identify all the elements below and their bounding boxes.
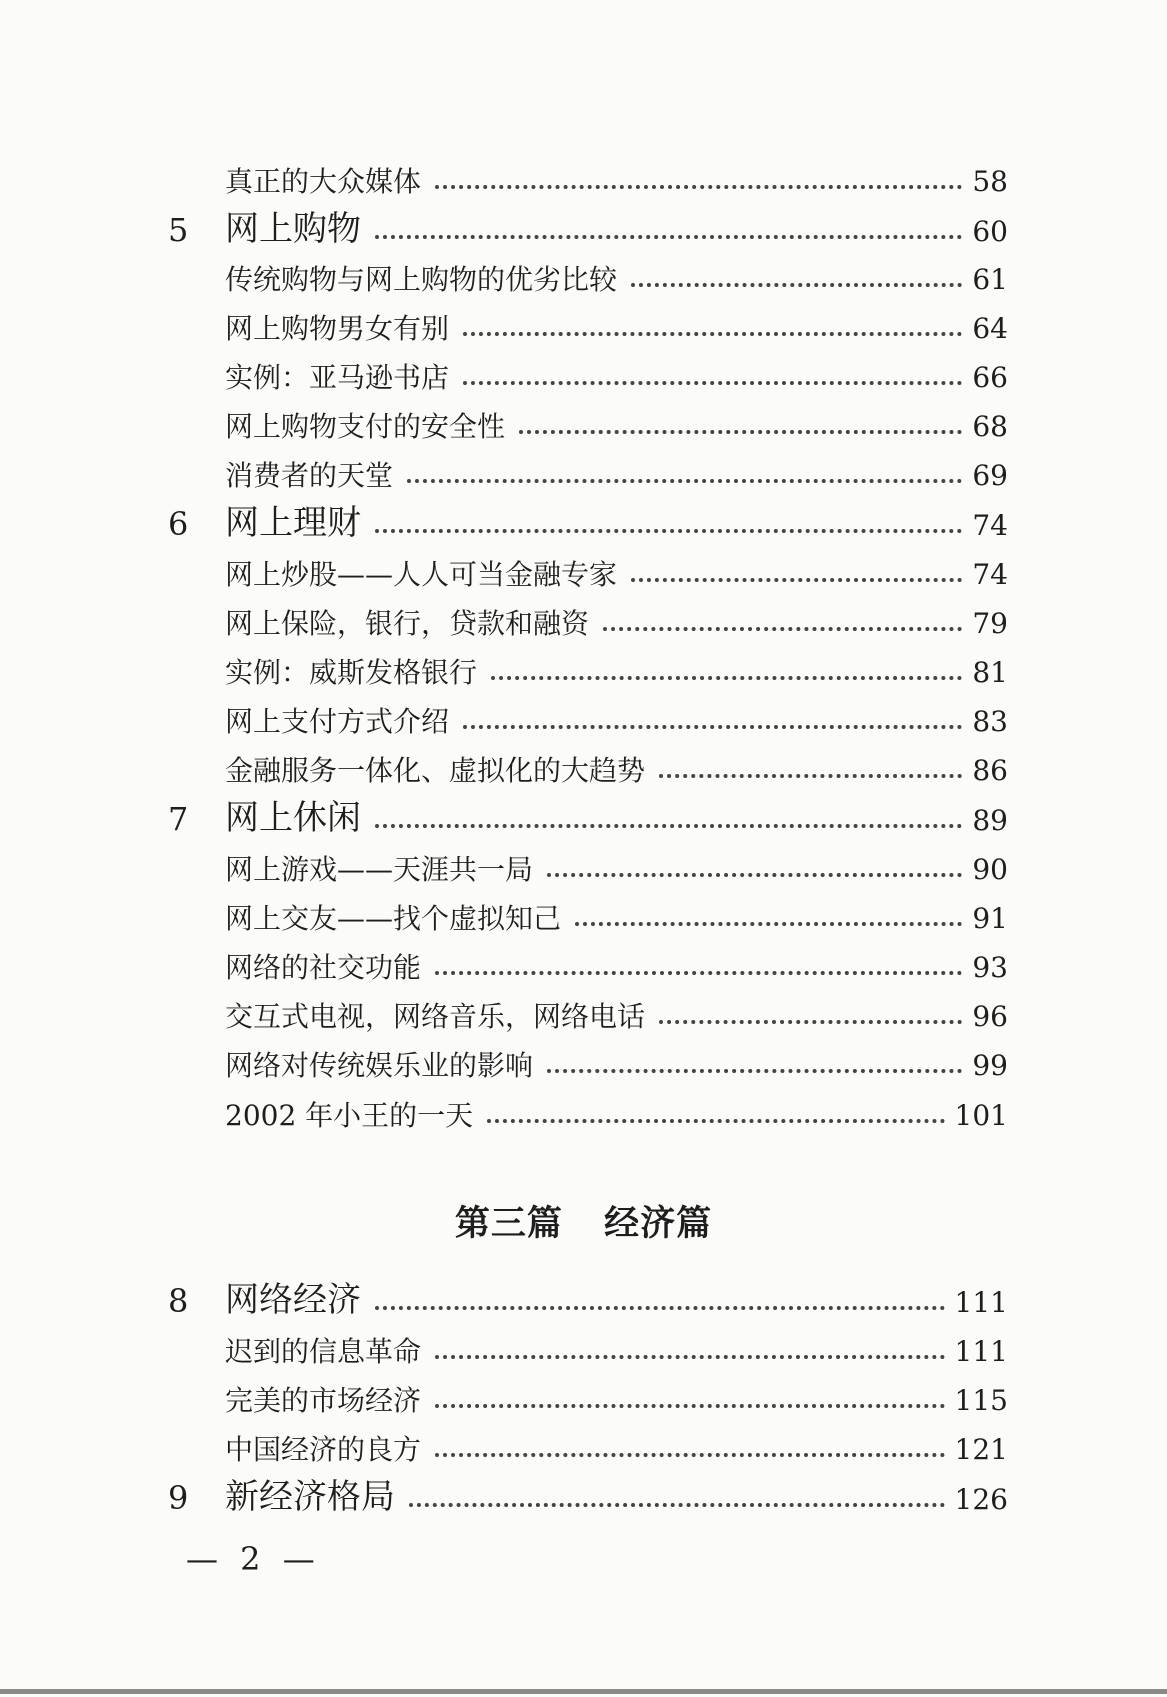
dot-leader (435, 1453, 945, 1457)
toc-page-number: 81 (972, 656, 1008, 689)
toc-section-row (168, 1422, 1008, 1464)
chapter-number: 7 (168, 800, 189, 838)
dot-leader (659, 774, 962, 778)
toc-page-number: 91 (972, 902, 1008, 935)
dot-leader (407, 479, 962, 483)
toc-entry-title: 网络的社交功能 (225, 951, 422, 984)
chapter-number: 9 (168, 1479, 189, 1517)
dot-leader (547, 873, 962, 877)
page-folio: — 2 — (186, 1540, 321, 1578)
dot-leader (435, 1355, 945, 1359)
toc-section-row (168, 301, 1008, 343)
toc-section-row (168, 842, 1008, 884)
dot-leader (375, 1306, 945, 1310)
toc-entry-title: 实例：亚马逊书店 (225, 361, 450, 394)
toc-page-number: 89 (972, 804, 1008, 837)
toc-chapter-row (168, 1472, 1008, 1517)
dot-leader (487, 1119, 944, 1123)
toc-section-row (168, 1038, 1008, 1080)
toc-page-number: 99 (972, 1049, 1008, 1082)
dot-leader (659, 1020, 962, 1024)
dot-leader (603, 627, 962, 631)
dot-leader (631, 283, 962, 287)
chapter-number: 5 (168, 211, 189, 249)
dot-leader (631, 578, 962, 582)
dot-leader (463, 332, 962, 336)
dot-leader (375, 529, 962, 533)
toc-section-row (168, 1088, 1008, 1130)
toc-entry-title: 网络对传统娱乐业的影响 (225, 1049, 534, 1082)
dot-leader (409, 1503, 945, 1507)
toc-entry-title: 网络经济 (225, 1280, 361, 1320)
toc-entry-title: 网上购物男女有别 (225, 312, 450, 345)
toc-page-number: 126 (954, 1483, 1008, 1516)
chapter-number: 6 (168, 505, 189, 543)
toc-entry-title: 网上交友——找个虚拟知己 (225, 902, 562, 935)
toc-entry-title: 新经济格局 (225, 1477, 395, 1517)
dot-leader (547, 1069, 962, 1073)
toc-page-number: 68 (972, 410, 1008, 443)
toc-section-row (168, 1324, 1008, 1366)
toc-entry-title: 网上理财 (225, 503, 361, 543)
toc-page-number: 93 (972, 951, 1008, 984)
dot-leader (463, 725, 962, 729)
toc-section-row (168, 989, 1008, 1031)
toc-page-number: 58 (972, 165, 1008, 198)
dot-leader (491, 676, 962, 680)
toc-entry-title: 迟到的信息革命 (225, 1335, 422, 1368)
toc-section-row (168, 596, 1008, 638)
toc-page-number: 74 (972, 509, 1008, 542)
toc-section-row (168, 399, 1008, 441)
dot-leader (435, 971, 962, 975)
chapter-number: 8 (168, 1282, 189, 1320)
toc-entry-title: 中国经济的良方 (225, 1433, 422, 1466)
toc-chapter-row (168, 1275, 1008, 1320)
toc-section-row (168, 694, 1008, 736)
toc-section-row (168, 940, 1008, 982)
toc-page-number: 111 (954, 1286, 1008, 1319)
toc-section-row (168, 1373, 1008, 1415)
page-bottom-edge (0, 1689, 1167, 1694)
dot-leader (375, 824, 962, 828)
toc-entry-title: 网上购物 (225, 209, 361, 249)
toc-entry-title: 实例：威斯发格银行 (225, 656, 478, 689)
toc-entry-title: 真正的大众媒体 (225, 165, 422, 198)
dot-leader (519, 430, 962, 434)
toc-entry-title: 网上支付方式介绍 (225, 705, 450, 738)
toc-entry-title: 传统购物与网上购物的优劣比较 (225, 263, 618, 296)
toc-chapter-row (168, 204, 1008, 249)
toc-page-number: 83 (972, 705, 1008, 738)
toc-section-row (168, 547, 1008, 589)
dot-leader (575, 922, 962, 926)
toc-chapter-row (168, 793, 1008, 838)
toc-section-row (168, 743, 1008, 785)
toc-entry-title: 2002 年小王的一天 (225, 1099, 474, 1132)
toc-entry-title: 完美的市场经济 (225, 1384, 422, 1417)
part-heading: 第三篇 经济篇 (454, 1204, 713, 1244)
toc-page-number: 115 (954, 1384, 1008, 1417)
toc-page-number: 69 (972, 459, 1008, 492)
toc-page-number: 61 (972, 263, 1008, 296)
toc-page-number: 60 (972, 215, 1008, 248)
toc-section-row (168, 252, 1008, 294)
dot-leader (435, 185, 962, 189)
toc-section-row (168, 154, 1008, 196)
toc-page-number: 101 (954, 1099, 1008, 1132)
toc-entry-title: 消费者的天堂 (225, 459, 394, 492)
toc-entry-title: 网上休闲 (225, 798, 361, 838)
dot-leader (463, 381, 962, 385)
toc-entry-title: 金融服务一体化、虚拟化的大趋势 (225, 754, 646, 787)
toc-page-number: 96 (972, 1000, 1008, 1033)
toc-section-row (168, 645, 1008, 687)
toc-page-number: 86 (972, 754, 1008, 787)
toc-section-row (168, 891, 1008, 933)
toc-entry-title: 网上购物支付的安全性 (225, 410, 506, 443)
toc-page-number: 74 (972, 558, 1008, 591)
toc-page-number: 90 (972, 853, 1008, 886)
toc-section-row (168, 350, 1008, 392)
dot-leader (375, 235, 962, 239)
dot-leader (435, 1404, 945, 1408)
toc-entry-title: 网上炒股——人人可当金融专家 (225, 558, 618, 591)
toc-entry-title: 网上保险，银行，贷款和融资 (225, 607, 590, 640)
toc-page-number: 66 (972, 361, 1008, 394)
toc-section-row (168, 448, 1008, 490)
toc-chapter-row (168, 498, 1008, 543)
toc-page-number: 79 (972, 607, 1008, 640)
toc-page-number: 64 (972, 312, 1008, 345)
toc-page-number: 111 (954, 1335, 1008, 1368)
toc-page-number: 121 (954, 1433, 1008, 1466)
toc-entry-title: 交互式电视，网络音乐，网络电话 (225, 1000, 646, 1033)
toc-entry-title: 网上游戏——天涯共一局 (225, 853, 534, 886)
